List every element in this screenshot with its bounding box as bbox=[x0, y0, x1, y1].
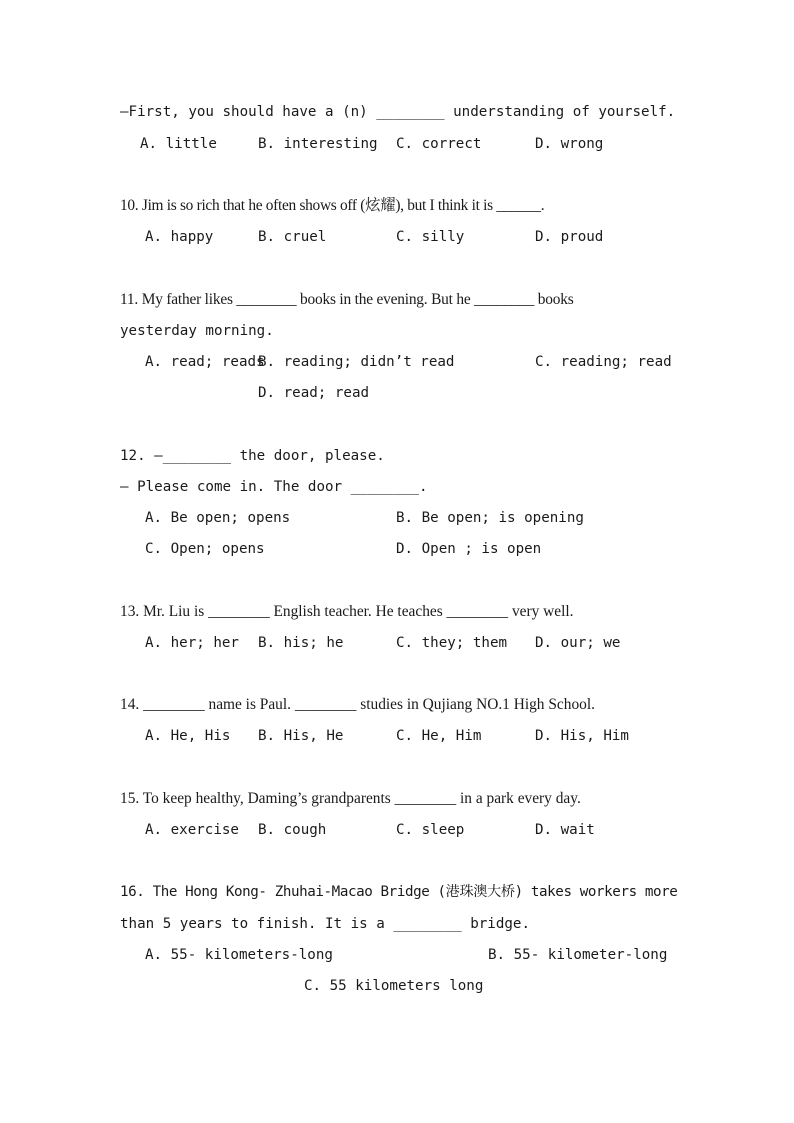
option-c: C. reading; read bbox=[535, 354, 672, 370]
option-d: D. read; read bbox=[258, 385, 370, 401]
option-a: A. happy bbox=[145, 229, 214, 245]
question-15-stem: 15. To keep healthy, Daming’s grandparents ________ in a park every day. bbox=[120, 790, 581, 807]
question-10-stem: 10. Jim is so rich that he often shows off (炫耀), but I think it is ______. bbox=[120, 197, 545, 214]
question-14-stem: 14. ________ name is Paul. ________ studies in Qujiang NO.1 High School. bbox=[120, 696, 595, 713]
question-11-stem-cont: yesterday morning. bbox=[120, 323, 274, 339]
option-b: B. 55- kilometer-long bbox=[488, 947, 668, 963]
option-a: A. little bbox=[140, 136, 217, 152]
option-a: A. He, His bbox=[145, 728, 231, 744]
question-13-stem: 13. Mr. Liu is ________ English teacher. He teaches ________ very well. bbox=[120, 603, 574, 620]
option-b: B. His, He bbox=[258, 728, 344, 744]
option-c: C. they; them bbox=[396, 635, 508, 651]
option-d: D. Open ; is open bbox=[396, 541, 542, 557]
option-d: D. His, Him bbox=[535, 728, 629, 744]
option-a: A. Be open; opens bbox=[145, 510, 291, 526]
question-16-stem-cont: than 5 years to finish. It is a ________ bridge. bbox=[120, 916, 530, 932]
question-16-stem: 16. The Hong Kong- Zhuhai-Macao Bridge (港珠澳大桥) takes workers more bbox=[120, 884, 678, 900]
option-d: D. our; we bbox=[535, 635, 621, 651]
option-c: C. 55 kilometers long bbox=[304, 978, 484, 994]
option-c: C. Open; opens bbox=[145, 541, 265, 557]
option-d: D. wrong bbox=[535, 136, 604, 152]
option-b: B. Be open; is opening bbox=[396, 510, 584, 526]
option-b: B. reading; didn’t read bbox=[258, 354, 455, 370]
option-d: D. proud bbox=[535, 229, 604, 245]
option-c: C. sleep bbox=[396, 822, 465, 838]
question-11-stem: 11. My father likes ________ books in the evening. But he ________ books bbox=[120, 291, 574, 308]
option-c: C. He, Him bbox=[396, 728, 482, 744]
question-12-stem-cont: — Please come in. The door ________. bbox=[120, 479, 428, 495]
question-12-stem: 12. —________ the door, please. bbox=[120, 448, 385, 464]
option-a: A. her; her bbox=[145, 635, 239, 651]
option-a: A. exercise bbox=[145, 822, 239, 838]
option-c: C. correct bbox=[396, 136, 482, 152]
option-b: B. interesting bbox=[258, 136, 378, 152]
option-c: C. silly bbox=[396, 229, 465, 245]
option-d: D. wait bbox=[535, 822, 595, 838]
option-a: A. read; reads bbox=[145, 354, 265, 370]
option-b: B. his; he bbox=[258, 635, 344, 651]
option-b: B. cruel bbox=[258, 229, 327, 245]
option-b: B. cough bbox=[258, 822, 327, 838]
option-a: A. 55- kilometers-long bbox=[145, 947, 333, 963]
question-stem: —First, you should have a (n) ________ understanding of yourself. bbox=[120, 104, 676, 120]
